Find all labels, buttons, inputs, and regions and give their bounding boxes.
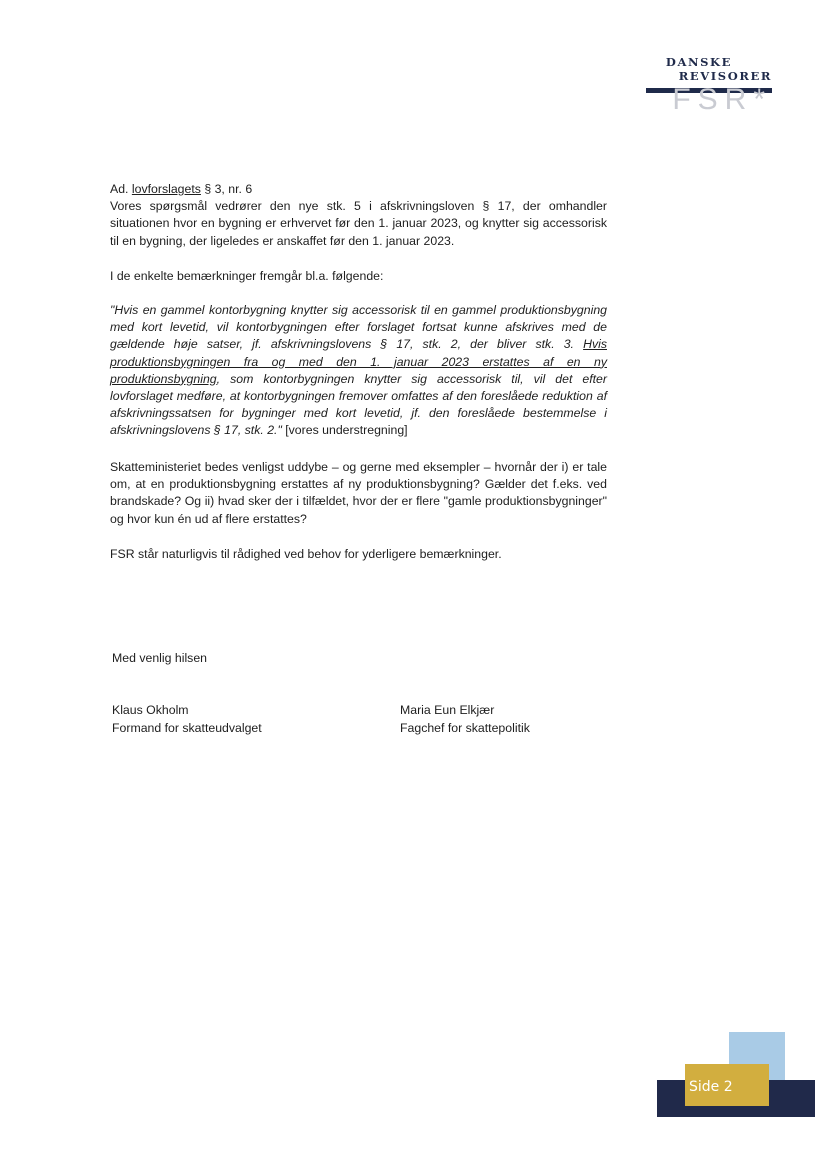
logo-text-revisorer: REVISORER [678, 69, 772, 83]
signer-1-name: Klaus Okholm [112, 703, 189, 717]
intro-paragraph: Vores spørgsmål vedrører den nye stk. 5 i afskrivningsloven § 17, der omhandler situationen hvor en bygning er erhvervet før den 1. januar 2023, og knytter sig accessorisk til en bygning, der ligeledes er anskaffet før den 1. januar 2023. [110, 199, 607, 248]
section-heading [110, 181, 607, 198]
quote-part2: , som kontorbygningen knytter sig accessorisk til, vil det efter lovforslaget medføre, at kontorbygningen fremover omfattes af den foreslåede reduktion af afskrivningssatsen for bygninger med kort levetid, jf. den foreslåede bestemmelse i afskrivningslovens § 17, stk. 2." [110, 371, 607, 438]
quote-part1: "Hvis en gammel kontorbygning knytter sig accessorisk til en gammel produktionsbygning med kort levetid, vil kontorbygningen efter forslaget fortsat kunne afskrives med de gældende høje satser, jf. afskrivningslovens § 17, stk. 2, der bliver stk. 3. [110, 303, 607, 352]
page-number: Side 2 [689, 1079, 733, 1095]
heading-underlined: lovforslagets [131, 182, 201, 196]
closing-paragraph: FSR står naturligvis til rådighed ved behov for yderligere bemærkninger. [110, 547, 502, 561]
remarks-lead: I de enkelte bemærkninger fremgår bl.a. følgende: [110, 269, 384, 283]
quote-paragraph [110, 302, 607, 440]
signer-2-title: Fagchef for skattepolitik [400, 721, 530, 735]
logo-mark-fsr: FSR* [672, 83, 772, 116]
fsr-logo [640, 55, 780, 125]
question-block [110, 459, 607, 528]
quote-note: [vores understregning] [281, 423, 408, 438]
section-intro-block [110, 181, 607, 250]
heading-prefix: Ad. [110, 182, 132, 196]
closing-block [110, 546, 607, 563]
heading-suffix: § 3, nr. 6 [200, 182, 253, 196]
signer-1-title: Formand for skatteudvalget [112, 721, 262, 735]
logo-text-danske: DANSKE [665, 55, 732, 69]
remarks-lead-block [110, 268, 607, 285]
quote-underlined: Hvis produktionsbygningen fra og med den 1. januar 2023 erstattes af en ny produktionsbygning [110, 337, 607, 386]
greeting: Med venlig hilsen [112, 651, 208, 665]
quote-block [110, 302, 607, 440]
question-paragraph: Skatteministeriet bedes venligst uddybe – og gerne med eksempler – hvornår der i) er tale om, at en produktionsbygning erstattes af ny produktionsbygning? Gælder det f.eks. ved brandskade? Og ii) hvad sker der i tilfældet, hvor der er flere "gamle produktionsbygninger" og hvor kun én ud af flere erstattes? [110, 460, 607, 526]
signer-2 [400, 701, 530, 737]
signer-2-name: Maria Eun Elkjær [400, 703, 495, 717]
signer-1 [112, 701, 262, 737]
